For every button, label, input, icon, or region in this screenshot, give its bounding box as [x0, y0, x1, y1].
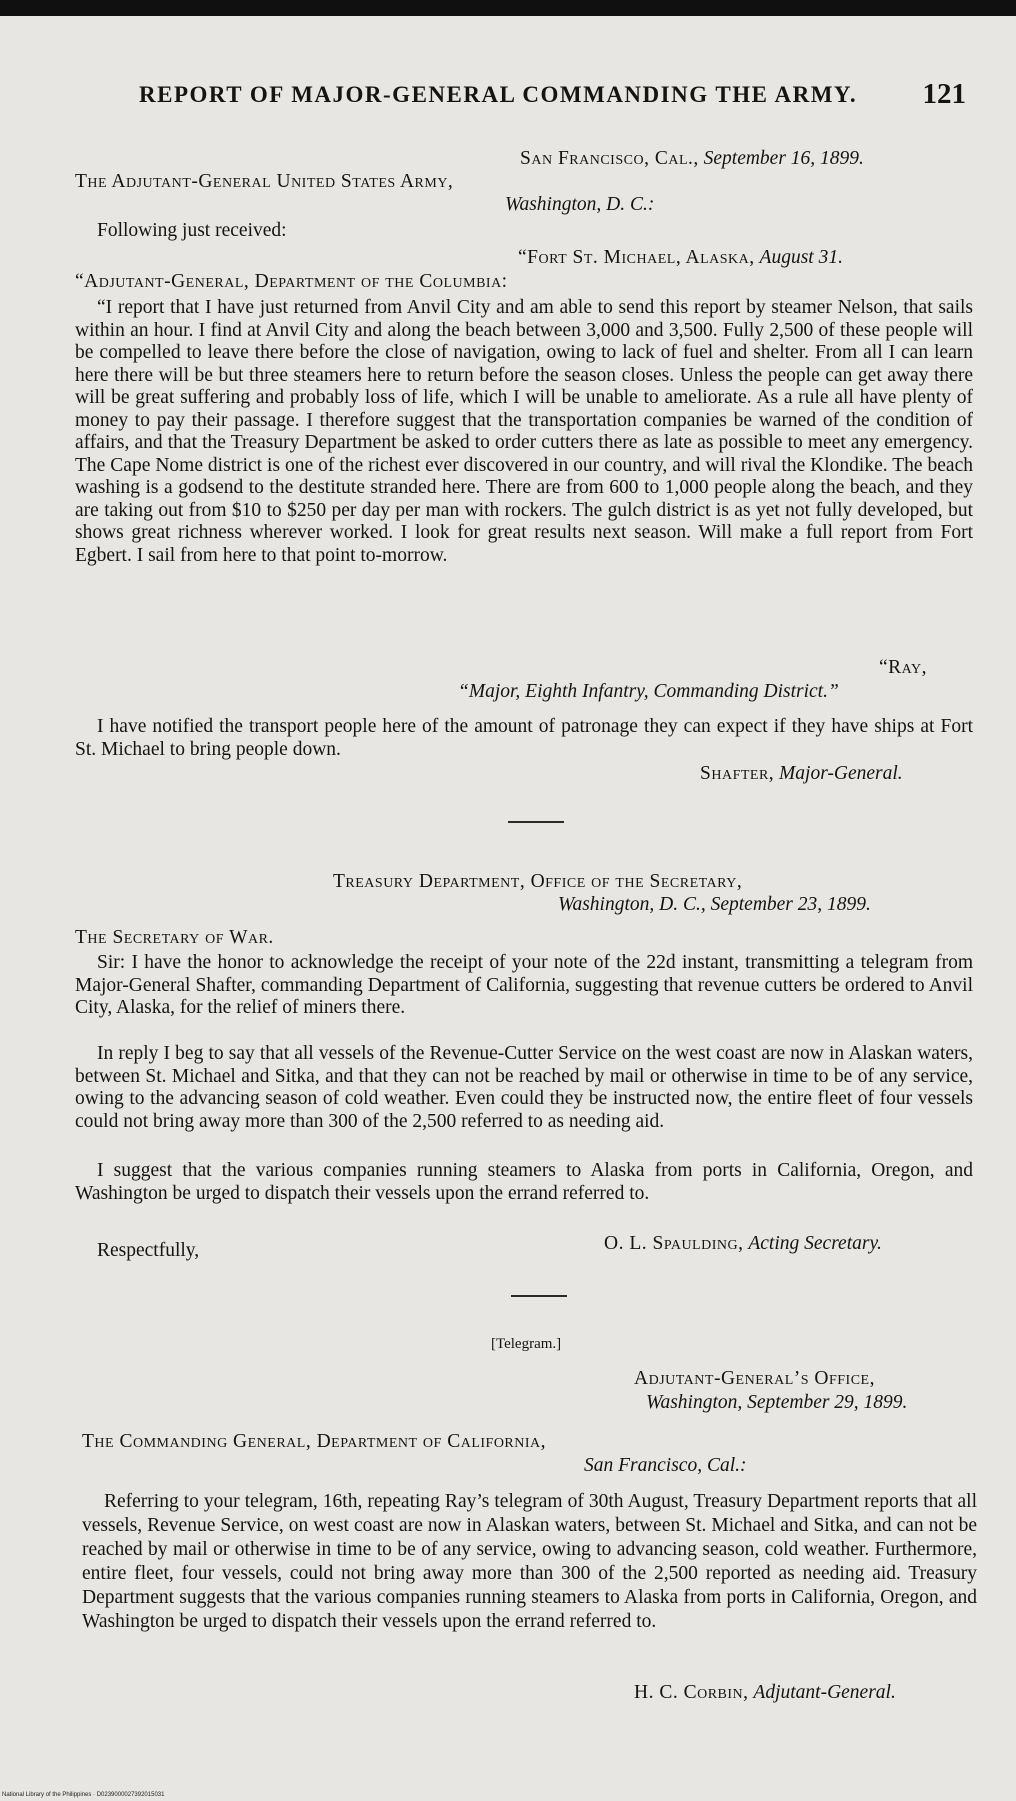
letter3-addressee-location: San Francisco, Cal.: [584, 1455, 747, 1476]
letter3-signature-title: Adjutant-General. [753, 1682, 896, 1703]
letter2-signature [604, 1233, 882, 1256]
letter1-inner-signature: “Ray, [879, 657, 927, 678]
letter1-date: September 16, 1899. [703, 148, 864, 169]
letter2-closing: Respectfully, [97, 1240, 200, 1261]
letter3-office: Adjutant-General’s Office, [634, 1368, 875, 1389]
letter2-office: Treasury Department, Office of the Secretary, [333, 871, 743, 892]
letter1-addressee-location: Washington, D. C.: [505, 194, 655, 215]
letter3-place-date: Washington, September 29, 1899. [646, 1392, 908, 1413]
letter1-inner-date: August 31. [759, 247, 843, 268]
letter1-intro: Following just received: [97, 220, 287, 241]
letter1-inner-dateline [518, 247, 843, 270]
letter2-para2: In reply I beg to say that all vessels of the Revenue-Cutter Service on the west coast are now in Alaskan waters, between St. Michael and Sitka, and that they can not be reached by mail or otherwise in time to be of any service, owing to the advancing season of cold weather. Even could they be instructed now, the entire fleet of four vessels could not bring away more than 300 of the 2,500 referred to as needing aid. [75, 1043, 973, 1132]
letter2-place-date: Washington, D. C., September 23, 1899. [558, 894, 871, 915]
letter2-para1: Sir: I have the honor to acknowledge the receipt of your note of the 22d instant, transmitting a telegram from Major-General Shafter, commanding Department of California, suggesting that revenue cutters be ordered to Anvil City, Alaska, for the relief of miners there. [75, 952, 973, 1018]
letter1-signature [700, 763, 903, 786]
section-divider [508, 821, 564, 823]
letter1-inner-place: “Fort St. Michael, Alaska, [518, 247, 755, 268]
letter3-signature [634, 1682, 896, 1705]
running-header: REPORT OF MAJOR-GENERAL COMMANDING THE ARMY. [139, 82, 858, 107]
letter1-body: “I report that I have just returned from Anvil City and am able to send this report by steamer Nelson, that sails within an hour. I find at Anvil City and along the beach between 3,000 and 3,500. Fully 2,500 of these people will be compelled to leave there before the close of navigation, owing to lack of fuel and shelter. From all I can learn here there will be but three steamers here to return before the season closes. Unless the people can get away there will be great suffering and probably loss of life, which I will be unable to ameliorate. As a rule all have plenty of money to pay their passage. I therefore suggest that the transportation companies be warned of the condition of affairs, and that the Treasury Department be asked to order cutters there as late as possible to meet any emergency. The Cape Nome district is one of the richest ever discovered in our country, and will rival the Klondike. The beach washing is a godsend to the destitute stranded here. There are from 600 to 1,000 people along the beach, and they are taking out from $10 to $250 per day per man with rockers. The gulch district is as yet not fully developed, but shows great richness wherever worked. I look for great results next season. Will make a full report from Fort Egbert. I sail from here to that point to-morrow. [75, 297, 973, 566]
letter1-addressee: The Adjutant-General United States Army, [75, 171, 454, 192]
letter1-signature-name: Shafter, [700, 763, 775, 784]
letter1-signature-title: Major-General. [779, 763, 903, 784]
letter2-signature-title: Acting Secretary. [748, 1233, 882, 1254]
letter1-inner-signature-title: “Major, Eighth Infantry, Commanding District.” [458, 681, 839, 702]
scan-footer: National Library of the Philippines · D0239000027392015031 [2, 1792, 165, 1798]
letter2-addressee: The Secretary of War. [75, 927, 274, 948]
letter2-para3: I suggest that the various companies running steamers to Alaska from ports in California, Oregon, and Washington be urged to dispatch their vessels upon the errand referred to. [75, 1160, 973, 1204]
letter1-postscript: I have notified the transport people here of the amount of patronage they can expect if they have ships at Fort St. Michael to bring people down. [75, 716, 973, 760]
letter3-addressee: The Commanding General, Department of California, [82, 1431, 547, 1452]
letter3-signature-name: H. C. Corbin, [634, 1682, 749, 1703]
letter2-signature-name: O. L. Spaulding, [604, 1233, 744, 1254]
letter1-place: San Francisco, Cal., [520, 148, 699, 169]
page-number: 121 [922, 78, 966, 110]
letter1-dateline [520, 148, 864, 171]
letter1-inner-addressee: “Adjutant-General, Department of the Columbia: [75, 271, 508, 292]
letter3-body: Referring to your telegram, 16th, repeating Ray’s telegram of 30th August, Treasury Department reports that all vessels, Revenue Service, on west coast are now in Alaskan waters, between St. Michael and Sitka, and can not be reached by mail or otherwise in time to be of any service, owing to advancing season, cold weather. Furthermore, entire fleet, four vessels, could not bring away more than 300 of the 2,500 reported as needing aid. Treasury Department suggests that the various companies running steamers to Alaska from ports in California, Oregon, and Washington be urged to dispatch their vessels upon the errand referred to. [82, 1491, 977, 1632]
letter3-label: [Telegram.] [491, 1336, 562, 1352]
section-divider [511, 1295, 567, 1297]
